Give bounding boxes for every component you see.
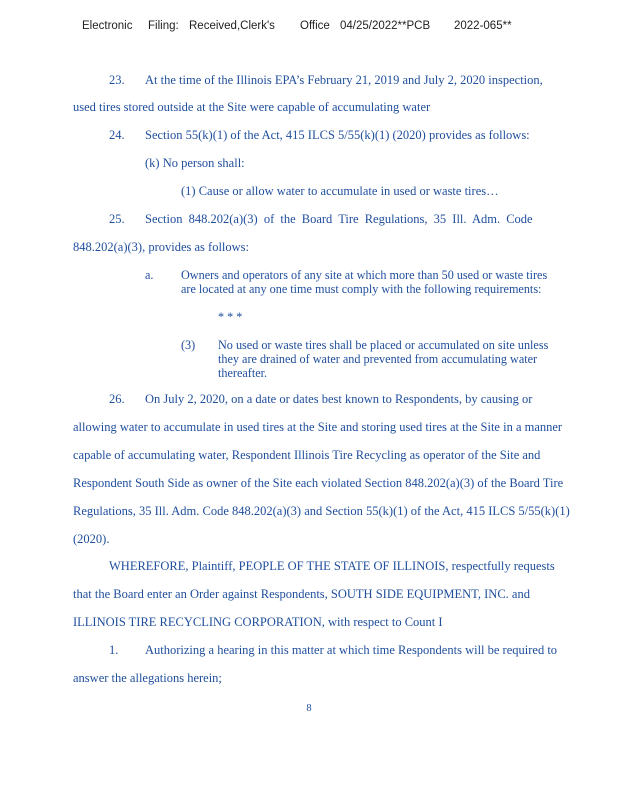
header-electronic: Electronic (82, 20, 133, 32)
para-25-item-3-line-3: thereafter. (218, 366, 268, 380)
header-date: 04/25/2022**PCB (340, 20, 431, 32)
para-23-line-2: used tires stored outside at the Site were capable of accumulating water (73, 100, 431, 114)
para-25-item-a-line-2: are located at any one time must comply with the following requirements: (181, 282, 542, 296)
para-23-number: 23. (109, 73, 125, 87)
para-26-line-5: Regulations, 35 Ill. Adm. Code 848.202(a)(3) and Section 55(k)(1) of the Act, 415 ILCS 5/55(k)(1) (73, 504, 570, 518)
para-26-line-3: capable of accumulating water, Respondent Illinois Tire Recycling as operator of the Site and (73, 448, 541, 462)
para-24-subsection-1: (1) Cause or allow water to accumulate in used or waste tires… (181, 184, 499, 198)
para-26-line-1: On July 2, 2020, on a date or dates best known to Respondents, by causing or (145, 392, 533, 406)
para-25-item-3-line-2: they are drained of water and prevented from accumulating water (218, 352, 538, 366)
header-filing: Filing: (148, 20, 179, 32)
para-25-item-3-line-1: No used or waste tires shall be placed or accumulated on site unless (218, 338, 549, 352)
para-25-line-2: 848.202(a)(3), provides as follows: (73, 240, 250, 254)
para-25-item-3-label: (3) (181, 338, 196, 352)
header-received: Received,Clerk's (189, 20, 275, 32)
para-24-number: 24. (109, 128, 125, 142)
relief-1-number: 1. (109, 643, 119, 657)
header-case-number: 2022-065** (454, 20, 512, 32)
relief-1-line-1: Authorizing a hearing in this matter at which time Respondents will be required to (145, 643, 558, 657)
para-25-item-a-line-1: Owners and operators of any site at which more than 50 used or waste tires (181, 268, 548, 282)
para-25-ellipsis-stars: * * * (218, 310, 243, 324)
filing-header (0, 20, 618, 36)
para-26-line-4: Respondent South Side as owner of the Site each violated Section 848.202(a)(3) of the Board Tire (73, 476, 564, 490)
page-number: 8 (306, 703, 312, 714)
para-25-line-1: Section 848.202(a)(3) of the Board Tire Regulations, 35 Ill. Adm. Code (145, 212, 533, 226)
header-office: Office (300, 20, 330, 32)
para-23-line-1: At the time of the Illinois EPA’s February 21, 2019 and July 2, 2020 inspection, (145, 73, 543, 87)
para-24-subsection-k: (k) No person shall: (145, 156, 245, 170)
para-26-line-6: (2020). (73, 532, 110, 546)
relief-1-line-2: answer the allegations herein; (73, 671, 222, 685)
para-25-number: 25. (109, 212, 125, 226)
wherefore-line-2: that the Board enter an Order against Respondents, SOUTH SIDE EQUIPMENT, INC. and (73, 587, 530, 601)
wherefore-line-1: WHEREFORE, Plaintiff, PEOPLE OF THE STATE OF ILLINOIS, respectfully requests (109, 559, 555, 573)
wherefore-line-3: ILLINOIS TIRE RECYCLING CORPORATION, with respect to Count I (73, 615, 443, 629)
para-25-item-a-label: a. (145, 268, 154, 282)
para-26-number: 26. (109, 392, 125, 406)
para-24-line-1: Section 55(k)(1) of the Act, 415 ILCS 5/55(k)(1) (2020) provides as follows: (145, 128, 530, 142)
para-26-line-2: allowing water to accumulate in used tires at the Site and storing used tires at the Site in a manner (73, 420, 563, 434)
